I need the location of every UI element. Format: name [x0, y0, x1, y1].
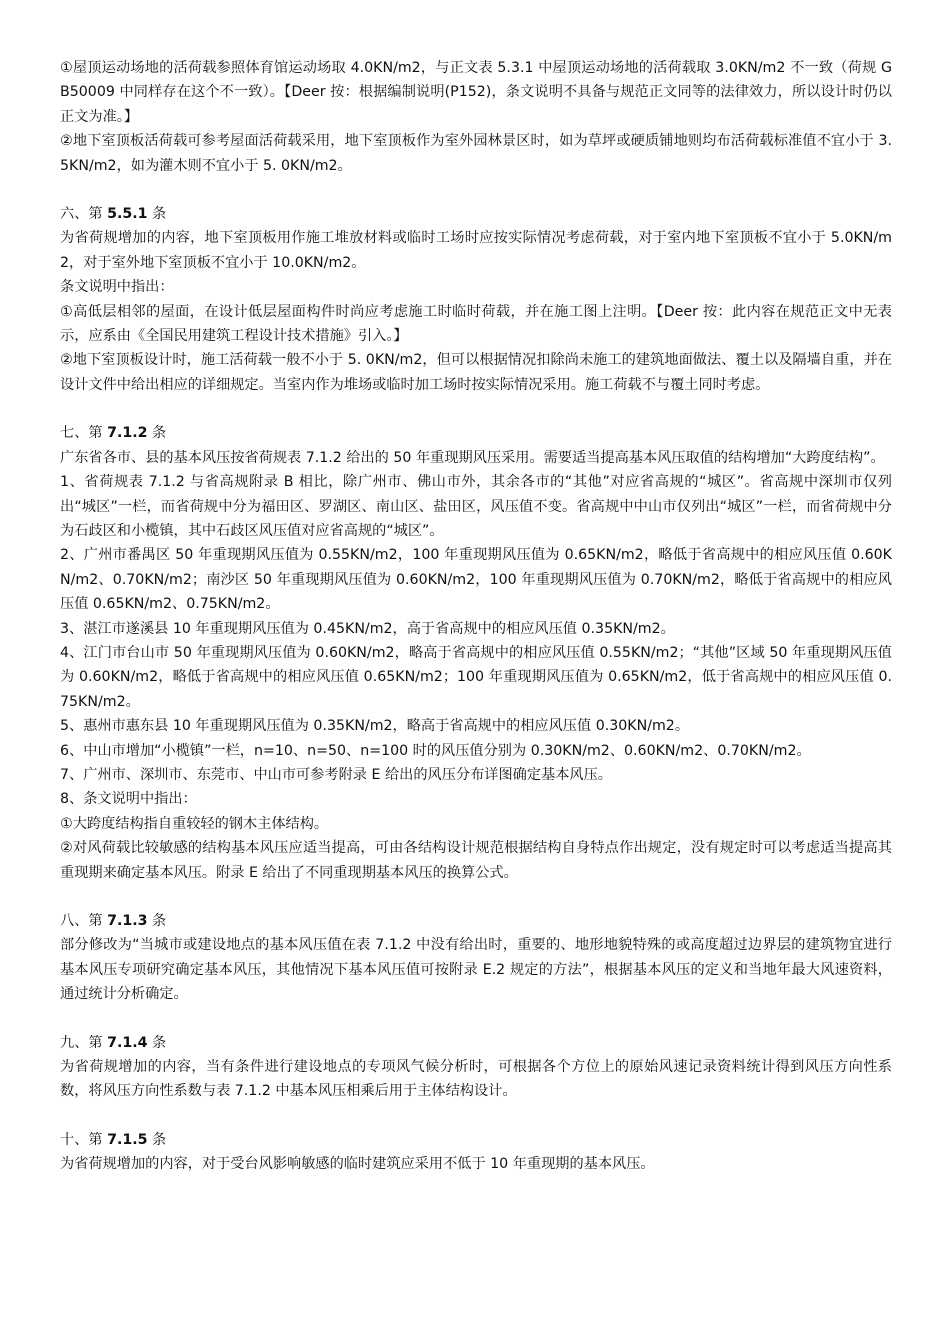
intro-paragraph: ②地下室顶板活荷载可参考屋面活荷载采用，地下室顶板作为室外园林景区时，如为草坪或硬质铺地则均布活荷载标准值不宜小于 3.5KN/m2，如为灌木则不宜小于 5. 0KN/m2。 — [60, 133, 892, 174]
section-paragraph: 条文说明中指出： — [60, 279, 174, 296]
section-5-5-1 — [60, 202, 892, 397]
section-paragraph: 广东省各市、县的基本风压按省荷规表 7.1.2 给出的 50 年重现期风压采用。需要适当提高基本风压取值的结构增加“大跨度结构”。 — [60, 449, 885, 466]
section-7-1-3 — [60, 909, 892, 1007]
section-paragraph: 为省荷规增加的内容，地下室顶板用作施工堆放材料或临时工场时应按实际情况考虑荷载，对于室内地下室顶板不宜小于 5.0KN/m2，对于室外地下室顶板不宜小于 10.0KN/m2。 — [60, 230, 892, 271]
section-paragraph: 7、广州市、深圳市、东莞市、中山市可参考附录 E 给出的风压分布详图确定基本风压。 — [60, 766, 612, 783]
clause-number: 7.1.5 — [107, 1131, 148, 1148]
section-7-1-5 — [60, 1128, 892, 1177]
clause-number: 7.1.4 — [107, 1034, 148, 1051]
clause-number: 7.1.2 — [107, 425, 148, 442]
section-paragraph: ②对风荷载比较敏感的结构基本风压应适当提高，可由各结构设计规范根据结构自身特点作出规定，没有规定时可以考虑适当提高其重现期来确定基本风压。附录 E 给出了不同重现期基本风压的换算公式。 — [60, 840, 892, 881]
section-7-1-4 — [60, 1031, 892, 1104]
heading-suffix: 条 — [147, 1131, 167, 1148]
section-paragraph: 3、湛江市遂溪县 10 年重现期风压值为 0.45KN/m2，高于省高规中的相应风压值 0.35KN/m2。 — [60, 620, 675, 637]
clause-number: 5.5.1 — [107, 206, 148, 223]
heading-suffix: 条 — [147, 425, 167, 442]
section-paragraph: 2、广州市番禺区 50 年重现期风压值为 0.55KN/m2，100 年重现期风压值为 0.65KN/m2，略低于省高规中的相应风压值 0.60KN/m2、0.70KN/m2；南沙区 50 年重现期风压值为 0.60KN/m2，100 年重现期风压值为 0.70KN/m2，略低于省高规中的相应风压值 0.65KN/m2、0.75KN/m2。 — [60, 547, 892, 613]
section-paragraph: 为省荷规增加的内容，对于受台风影响敏感的临时建筑应采用不低于 10 年重现期的基本风压。 — [60, 1156, 655, 1173]
section-paragraph: ②地下室顶板设计时，施工活荷载一般不小于 5. 0KN/m2，但可以根据情况扣除尚未施工的建筑地面做法、覆土以及隔墙自重，并在设计文件中给出相应的详细规定。当室内作为堆场或临时加工场时按实际情况采用。施工荷载不与覆土同时考虑。 — [60, 352, 892, 393]
heading-suffix: 条 — [147, 206, 167, 223]
section-paragraph: 4、江门市台山市 50 年重现期风压值为 0.60KN/m2，略高于省高规中的相应风压值 0.55KN/m2；“其他”区域 50 年重现期风压值为 0.60KN/m2，略低于省高规中的相应风压值 0.65KN/m2；100 年重现期风压值为 0.65KN/m2，低于省高规中的相应风压值 0.75KN/m2。 — [60, 644, 892, 710]
section-paragraph: 为省荷规增加的内容，当有条件进行建设地点的专项风气候分析时，可根据各个方位上的原始风速记录资料统计得到风压方向性系数，将风压方向性系数与表 7.1.2 中基本风压相乘后用于主体结构设计。 — [60, 1059, 892, 1100]
section-paragraph: 1、省荷规表 7.1.2 与省高规附录 B 相比，除广州市、佛山市外，其余各市的“其他”对应省高规的“城区”。省高规中深圳市仅列出“城区”一栏，而省荷规中分为福田区、罗湖区、南山区、盐田区，风压值不变。省高规中中山市仅列出“城区”一栏，而省荷规中分为石歧区和小榄镇，其中石歧区风压值对应省高规的“城区”。 — [60, 474, 892, 539]
section-7-1-2 — [60, 421, 892, 885]
heading-prefix: 九、第 — [60, 1034, 108, 1051]
heading-prefix: 六、第 — [60, 206, 108, 223]
section-paragraph: 5、惠州市惠东县 10 年重现期风压值为 0.35KN/m2，略高于省高规中的相应风压值 0.30KN/m2。 — [60, 718, 690, 735]
heading-prefix: 七、第 — [60, 425, 108, 442]
section-heading — [60, 1031, 892, 1055]
section-heading — [60, 1128, 892, 1152]
section-paragraph: 6、中山市增加“小榄镇”一栏，n=10、n=50、n=100 时的风压值分别为 0.30KN/m2、0.60KN/m2、0.70KN/m2。 — [60, 742, 811, 759]
intro-paragraph: ①屋顶运动场地的活荷载参照体育馆运动场取 4.0KN/m2，与正文表 5.3.1 中屋顶运动场地的活荷载取 3.0KN/m2 不一致（荷规 GB50009 中同样存在这个不一致）。【Deer 按：根据编制说明(P152)，条文说明不具备与规范正文同等的法律效力，所以设计时仍以正文为准。】 — [60, 60, 892, 125]
section-paragraph: ①高低层相邻的屋面，在设计低层屋面构件时尚应考虑施工时临时荷载，并在施工图上注明。【Deer 按：此内容在规范正文中无表示，应系由《全国民用建筑工程设计技术措施》引入。】 — [60, 303, 892, 345]
section-paragraph: ①大跨度结构指自重较轻的钢木主体结构。 — [60, 815, 329, 832]
heading-suffix: 条 — [147, 1034, 167, 1051]
clause-number: 7.1.3 — [107, 913, 148, 929]
section-heading — [60, 909, 892, 933]
heading-prefix: 十、第 — [60, 1131, 108, 1148]
heading-suffix: 条 — [147, 913, 167, 929]
section-paragraph: 8、条文说明中指出： — [60, 791, 197, 808]
section-paragraph: 部分修改为“当城市或建设地点的基本风压值在表 7.1.2 中没有给出时，重要的、地形地貌特殊的或高度超过边界层的建筑物宜进行基本风压专项研究确定基本风压，其他情况下基本风压值可按附录 E.2 规定的方法”，根据基本风压的定义和当地年最大风速资料，通过统计分析确定。 — [60, 937, 892, 1003]
section-heading — [60, 421, 892, 445]
intro-block — [60, 56, 892, 178]
section-heading — [60, 202, 892, 226]
heading-prefix: 八、第 — [60, 913, 108, 929]
